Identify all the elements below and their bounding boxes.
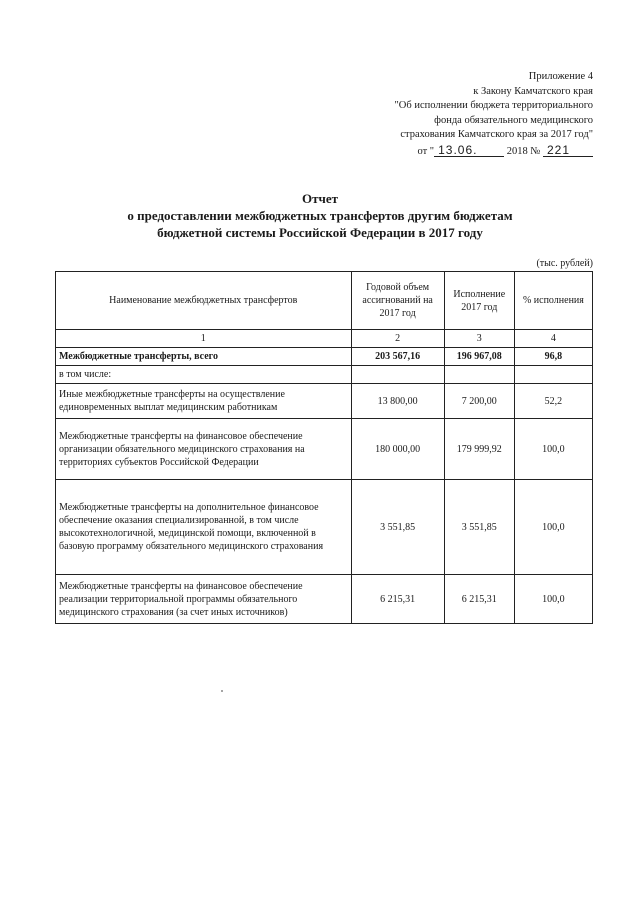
table-header-row <box>56 272 593 330</box>
transfers-table <box>55 271 593 624</box>
row-fact: 179 999,92 <box>444 419 514 480</box>
row-percent <box>514 366 592 384</box>
row-name: Межбюджетные трансферты на дополнительное финансовое обеспечение оказания специализированной, в том числе высокотехнологичной, медицинской помощи, включенной в базовую программу обязательного медицинского страхования <box>56 480 352 575</box>
table-row <box>56 419 593 480</box>
appendix-line: страхования Камчатского края за 2017 год" <box>400 129 593 140</box>
title-line: Отчет <box>302 191 338 206</box>
table-row-subheading <box>56 366 593 384</box>
appendix-line: Приложение 4 <box>528 71 593 82</box>
document-title <box>0 190 640 241</box>
appendix-line: к Закону Камчатского края <box>473 85 593 97</box>
column-number: 3 <box>444 330 514 348</box>
row-percent: 100,0 <box>514 419 592 480</box>
header-fact: Исполнение 2017 год <box>444 272 514 330</box>
row-plan: 3 551,85 <box>351 480 444 575</box>
row-percent: 96,8 <box>514 348 592 366</box>
row-fact: 3 551,85 <box>444 480 514 575</box>
header-name: Наименование межбюджетных трансфертов <box>56 272 352 330</box>
row-fact: 7 200,00 <box>444 384 514 419</box>
row-percent: 100,0 <box>514 575 592 624</box>
row-name: Межбюджетные трансферты на финансовое обеспечение организации обязательного медицинского страхования на территориях субъектов Российской Федерации <box>56 419 352 480</box>
row-fact <box>444 366 514 384</box>
units-label: (тыс. рублей) <box>536 258 593 269</box>
row-percent: 52,2 <box>514 384 592 419</box>
appendix-line: "Об исполнении бюджета территориального <box>394 100 593 111</box>
header-plan: Годовой объем ассигнований на 2017 год <box>351 272 444 330</box>
column-number-row <box>56 330 593 348</box>
row-plan: 180 000,00 <box>351 419 444 480</box>
row-name: в том числе: <box>56 366 352 384</box>
row-name: Межбюджетные трансферты, всего <box>56 348 352 366</box>
table-row <box>56 480 593 575</box>
row-plan <box>351 366 444 384</box>
law-date-line <box>394 144 593 160</box>
row-percent: 100,0 <box>514 480 592 575</box>
scan-speck <box>221 690 223 692</box>
title-line: бюджетной системы Российской Федерации в 2017 году <box>157 225 483 240</box>
handwritten-law-number: 221 <box>543 144 593 157</box>
row-plan: 13 800,00 <box>351 384 444 419</box>
column-number: 2 <box>351 330 444 348</box>
table-row <box>56 384 593 419</box>
row-plan: 6 215,31 <box>351 575 444 624</box>
row-fact: 6 215,31 <box>444 575 514 624</box>
handwritten-date: 13.06. <box>434 144 504 157</box>
year-label: 2018 № <box>506 145 541 157</box>
row-fact: 196 967,08 <box>444 348 514 366</box>
column-number: 4 <box>514 330 592 348</box>
row-name: Межбюджетные трансферты на финансовое обеспечение реализации территориальной программы обязательного медицинского страхования (за счет иных источников) <box>56 575 352 624</box>
appendix-block <box>394 70 593 159</box>
header-percent: % исполнения <box>514 272 592 330</box>
date-prefix: от " <box>417 145 435 157</box>
table-row <box>56 575 593 624</box>
column-number: 1 <box>56 330 352 348</box>
row-plan: 203 567,16 <box>351 348 444 366</box>
row-name: Иные межбюджетные трансферты на осуществление единовременных выплат медицинским работникам <box>56 384 352 419</box>
appendix-line: фонда обязательного медицинского <box>434 114 593 126</box>
title-line: о предоставлении межбюджетных трансфертов другим бюджетам <box>127 208 513 223</box>
table-row-total <box>56 348 593 366</box>
